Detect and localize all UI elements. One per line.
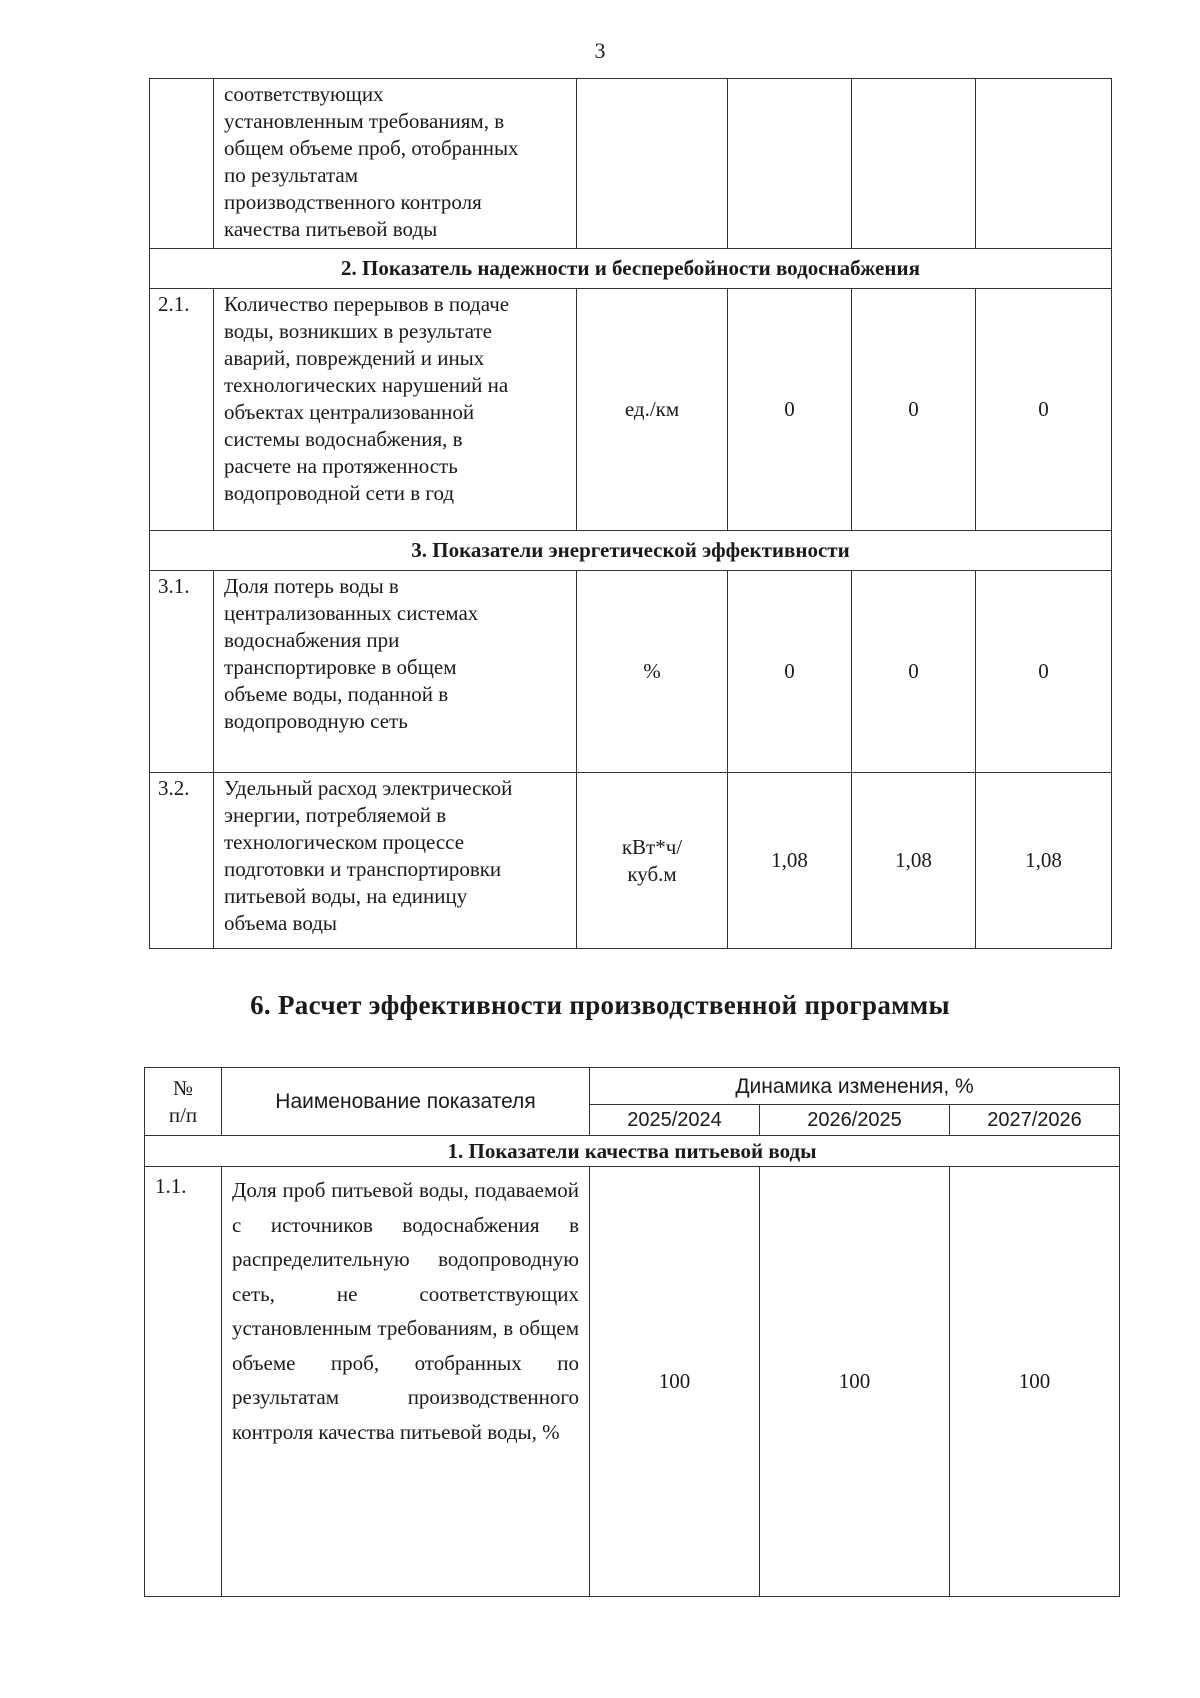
section-row bbox=[145, 1136, 1120, 1167]
indicator-description: Доля проб питьевой воды, подаваемой с источников водоснабжения в распределительную водопроводную сеть, не соответствующих установленным требованиям, в общем объеме проб, отобранных по результатам производственного контроля качества питьевой воды, % bbox=[222, 1167, 590, 1597]
text-line: объектах централизованной bbox=[224, 400, 475, 424]
text-line: соответствующих bbox=[224, 82, 384, 106]
text-line: централизованных системах bbox=[224, 601, 479, 625]
text-line: Доля потерь воды в bbox=[224, 574, 399, 598]
text-line: расчете на протяженность bbox=[224, 454, 458, 478]
value-cell: 100 bbox=[760, 1167, 950, 1597]
text-line: по результатам bbox=[224, 163, 359, 187]
value-cell: 0 bbox=[728, 571, 852, 773]
header-number-line: № bbox=[172, 1075, 194, 1100]
text-line: аварий, повреждений и иных bbox=[224, 346, 485, 370]
text-line: водопроводной сети в год bbox=[224, 481, 455, 505]
text-line: объеме воды, поданной в bbox=[224, 682, 449, 706]
row-number: 1.1. bbox=[145, 1167, 222, 1597]
value-cell: 100 bbox=[950, 1167, 1120, 1597]
value-cell: 0 bbox=[852, 571, 976, 773]
header-year: 2025/2024 bbox=[590, 1105, 760, 1136]
text-line: системы водоснабжения, в bbox=[224, 427, 463, 451]
unit-line: кВт*ч/ bbox=[621, 834, 683, 859]
text-line: водоснабжения при bbox=[224, 628, 400, 652]
text-line: установленным требованиям, в bbox=[224, 109, 505, 133]
text-line: подготовки и транспортировки bbox=[224, 857, 502, 881]
section-row bbox=[150, 531, 1112, 571]
text-line: энергии, потребляемой в bbox=[224, 803, 447, 827]
section-6-title: 6. Расчет эффективности производственной программы bbox=[250, 990, 950, 1020]
text-line: качества питьевой воды bbox=[224, 217, 438, 241]
value-cell: 1,08 bbox=[852, 773, 976, 949]
value-cell bbox=[976, 79, 1112, 249]
text-line: транспортировке в общем bbox=[224, 655, 457, 679]
indicator-description bbox=[214, 289, 577, 531]
text-line: воды, возникших в результате bbox=[224, 319, 493, 343]
section-row bbox=[150, 249, 1112, 289]
table-row bbox=[145, 1167, 1120, 1597]
row-number-cell bbox=[150, 79, 214, 249]
text-line: водопроводную сеть bbox=[224, 709, 408, 733]
value-cell: 0 bbox=[976, 289, 1112, 531]
table-row bbox=[150, 571, 1112, 773]
unit-cell bbox=[577, 79, 728, 249]
indicators-table bbox=[149, 78, 1112, 949]
value-cell: 0 bbox=[852, 289, 976, 531]
page-number: 3 bbox=[594, 38, 606, 63]
value-cell: 0 bbox=[728, 289, 852, 531]
header-indicator-name: Наименование показателя bbox=[222, 1068, 590, 1136]
indicator-description bbox=[214, 571, 577, 773]
table-row bbox=[150, 79, 1112, 249]
text-line: общем объеме проб, отобранных bbox=[224, 136, 519, 160]
unit-cell bbox=[577, 773, 728, 949]
value-cell: 0 bbox=[976, 571, 1112, 773]
row-number: 2.1. bbox=[150, 289, 214, 531]
text-line: питьевой воды, на единицу bbox=[224, 884, 468, 908]
header-year: 2027/2026 bbox=[950, 1105, 1120, 1136]
unit-cell: % bbox=[577, 571, 728, 773]
unit-cell: ед./км bbox=[577, 289, 728, 531]
indicator-description bbox=[214, 773, 577, 949]
value-cell bbox=[728, 79, 852, 249]
section-heading-3: 3. Показатели энергетической эффективности bbox=[150, 531, 1112, 571]
value-cell bbox=[852, 79, 976, 249]
section-heading-1: 1. Показатели качества питьевой воды bbox=[145, 1136, 1120, 1167]
text-line: технологических нарушений на bbox=[224, 373, 509, 397]
text-line: Удельный расход электрической bbox=[224, 776, 513, 800]
value-cell: 1,08 bbox=[976, 773, 1112, 949]
value-cell: 1,08 bbox=[728, 773, 852, 949]
table-row bbox=[150, 289, 1112, 531]
text-line: технологическом процессе bbox=[224, 830, 465, 854]
row-number: 3.2. bbox=[150, 773, 214, 949]
unit-line: куб.м bbox=[627, 861, 677, 886]
section-heading-2: 2. Показатель надежности и бесперебойности водоснабжения bbox=[150, 249, 1112, 289]
header-dynamics: Динамика изменения, % bbox=[590, 1068, 1120, 1105]
table-row bbox=[150, 773, 1112, 949]
header-row bbox=[145, 1068, 1120, 1105]
header-year: 2026/2025 bbox=[760, 1105, 950, 1136]
header-number-line: п/п bbox=[168, 1102, 198, 1127]
text-line: объема воды bbox=[224, 911, 338, 935]
indicator-description bbox=[214, 79, 577, 249]
header-number bbox=[145, 1068, 222, 1136]
row-number: 3.1. bbox=[150, 571, 214, 773]
value-cell: 100 bbox=[590, 1167, 760, 1597]
text-line: Количество перерывов в подаче bbox=[224, 292, 510, 316]
text-line: производственного контроля bbox=[224, 190, 482, 214]
efficiency-table bbox=[144, 1067, 1120, 1597]
